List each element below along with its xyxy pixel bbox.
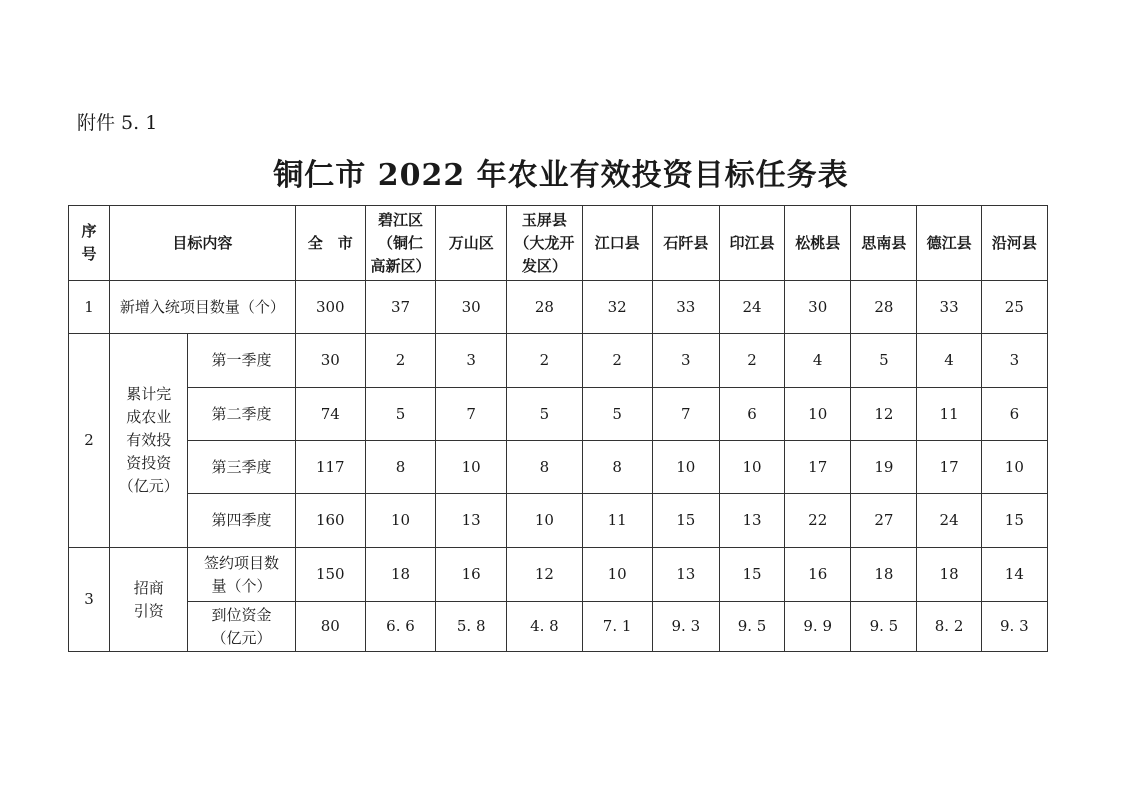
table-row — [69, 494, 1048, 548]
table-cell: 12 — [507, 548, 582, 602]
header-region: 德江县 — [917, 206, 981, 281]
table-cell: 10 — [785, 388, 851, 441]
header-target: 目标内容 — [110, 206, 296, 281]
table-cell: 7 — [436, 388, 507, 441]
row-sublabel: 到位资金 （亿元） — [188, 602, 295, 652]
table-cell: 10 — [981, 441, 1047, 494]
header-seq: 序 号 — [69, 206, 110, 281]
table-cell: 18 — [851, 548, 917, 602]
table-cell: 160 — [295, 494, 365, 548]
row-seq: 1 — [69, 281, 110, 334]
table-cell: 9. 3 — [981, 602, 1047, 652]
table-cell: 19 — [851, 441, 917, 494]
row-sublabel: 签约项目数 量（个） — [188, 548, 295, 602]
header-region: 思南县 — [851, 206, 917, 281]
table-cell: 9. 5 — [851, 602, 917, 652]
table-cell: 30 — [436, 281, 507, 334]
table-row — [69, 281, 1048, 334]
table-cell: 32 — [582, 281, 652, 334]
table-cell: 150 — [295, 548, 365, 602]
header-region: 碧江区 （铜仁 高新区） — [365, 206, 435, 281]
header-region: 印江县 — [719, 206, 784, 281]
annex-label: 附件 5. 1 — [77, 112, 158, 134]
table-cell: 9. 3 — [652, 602, 719, 652]
row-sublabel: 第四季度 — [188, 494, 295, 548]
table-row — [69, 388, 1048, 441]
table-cell: 14 — [981, 548, 1047, 602]
header-region: 沿河县 — [981, 206, 1047, 281]
header-region: 江口县 — [582, 206, 652, 281]
table-cell: 5 — [851, 334, 917, 388]
table-cell: 3 — [436, 334, 507, 388]
table-cell: 7 — [652, 388, 719, 441]
table-cell: 8. 2 — [917, 602, 981, 652]
table-cell: 117 — [295, 441, 365, 494]
table-cell: 28 — [507, 281, 582, 334]
table-cell: 9. 9 — [785, 602, 851, 652]
table-cell: 9. 5 — [719, 602, 784, 652]
table-cell: 2 — [719, 334, 784, 388]
table-cell: 28 — [851, 281, 917, 334]
table-row — [69, 441, 1048, 494]
table-cell: 8 — [582, 441, 652, 494]
table-cell: 15 — [981, 494, 1047, 548]
table-cell: 10 — [719, 441, 784, 494]
table-cell: 5 — [365, 388, 435, 441]
table-cell: 18 — [365, 548, 435, 602]
table-cell: 24 — [917, 494, 981, 548]
table-cell: 10 — [436, 441, 507, 494]
table-cell: 33 — [652, 281, 719, 334]
table-cell: 6 — [719, 388, 784, 441]
table-cell: 22 — [785, 494, 851, 548]
table-cell: 6. 6 — [365, 602, 435, 652]
table-cell: 10 — [652, 441, 719, 494]
table-cell: 4 — [917, 334, 981, 388]
row-label: 新增入统项目数量（个） — [110, 281, 296, 334]
table-cell: 13 — [652, 548, 719, 602]
table-cell: 11 — [582, 494, 652, 548]
table-cell: 3 — [981, 334, 1047, 388]
target-task-table — [68, 205, 1048, 652]
table-cell: 5. 8 — [436, 602, 507, 652]
table-cell: 27 — [851, 494, 917, 548]
table-cell: 5 — [507, 388, 582, 441]
table-cell: 15 — [652, 494, 719, 548]
table-cell: 13 — [719, 494, 784, 548]
table-cell: 3 — [652, 334, 719, 388]
row-seq: 3 — [69, 548, 110, 652]
table-cell: 2 — [365, 334, 435, 388]
table-cell: 6 — [981, 388, 1047, 441]
table-cell: 17 — [917, 441, 981, 494]
table-cell: 8 — [365, 441, 435, 494]
table-cell: 7. 1 — [582, 602, 652, 652]
header-region: 松桃县 — [785, 206, 851, 281]
page-title: 铜仁市 2022 年农业有效投资目标任务表 — [273, 158, 849, 193]
header-region: 玉屏县 （大龙开 发区） — [507, 206, 582, 281]
table-cell: 15 — [719, 548, 784, 602]
header-region: 万山区 — [436, 206, 507, 281]
table-cell: 24 — [719, 281, 784, 334]
header-region: 全 市 — [295, 206, 365, 281]
table-row — [69, 548, 1048, 602]
table-cell: 17 — [785, 441, 851, 494]
table-cell: 16 — [436, 548, 507, 602]
table-cell: 10 — [507, 494, 582, 548]
table-cell: 30 — [785, 281, 851, 334]
header-row — [69, 206, 1048, 281]
table-cell: 25 — [981, 281, 1047, 334]
table-cell: 37 — [365, 281, 435, 334]
table-cell: 16 — [785, 548, 851, 602]
table-cell: 8 — [507, 441, 582, 494]
table-cell: 5 — [582, 388, 652, 441]
table-cell: 10 — [365, 494, 435, 548]
header-region: 石阡县 — [652, 206, 719, 281]
table-cell: 11 — [917, 388, 981, 441]
table-cell: 4. 8 — [507, 602, 582, 652]
row-sublabel: 第二季度 — [188, 388, 295, 441]
table-cell: 12 — [851, 388, 917, 441]
table-cell: 18 — [917, 548, 981, 602]
table-cell: 10 — [582, 548, 652, 602]
table-cell: 13 — [436, 494, 507, 548]
table-row — [69, 602, 1048, 652]
row-sublabel: 第三季度 — [188, 441, 295, 494]
table-cell: 300 — [295, 281, 365, 334]
table-cell: 74 — [295, 388, 365, 441]
row-group-label: 累计完 成农业 有效投 资投资 （亿元） — [110, 334, 188, 548]
table-cell: 2 — [507, 334, 582, 388]
table-cell: 4 — [785, 334, 851, 388]
table-cell: 80 — [295, 602, 365, 652]
table-cell: 2 — [582, 334, 652, 388]
table-cell: 30 — [295, 334, 365, 388]
table-row — [69, 334, 1048, 388]
row-seq: 2 — [69, 334, 110, 548]
table-cell: 33 — [917, 281, 981, 334]
row-sublabel: 第一季度 — [188, 334, 295, 388]
row-group-label: 招商 引资 — [110, 548, 188, 652]
